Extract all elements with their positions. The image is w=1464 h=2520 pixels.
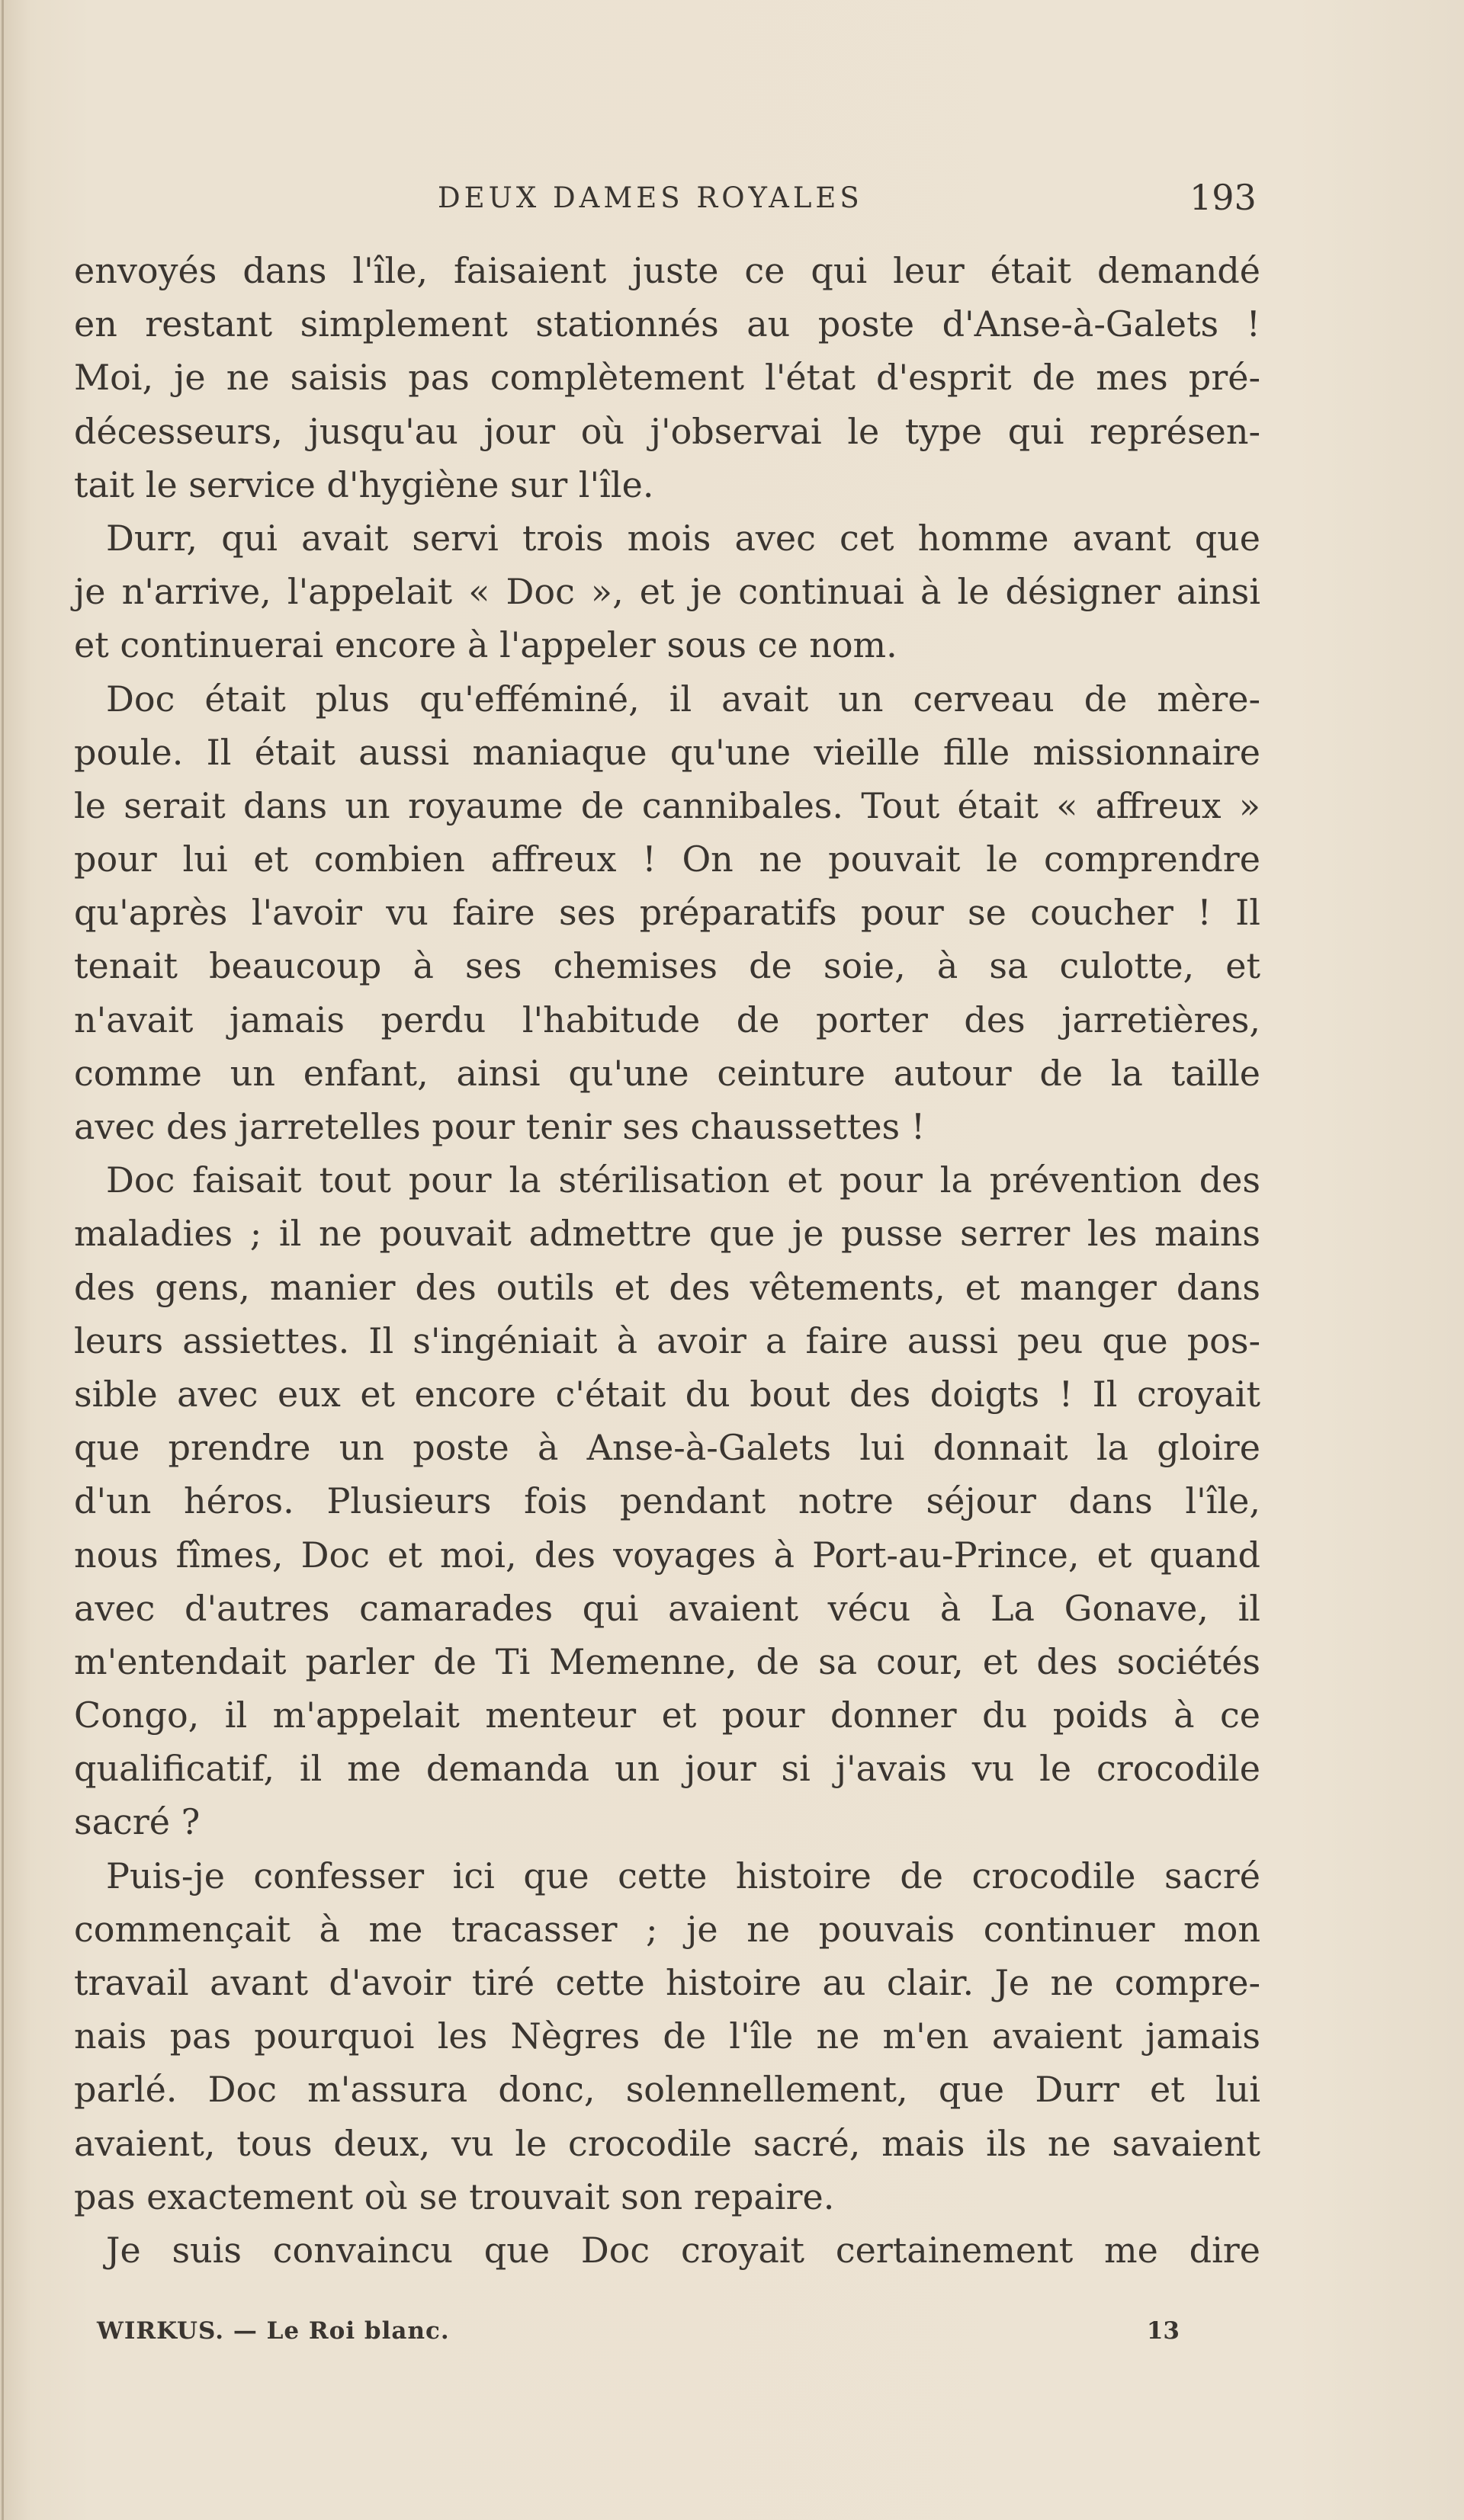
text-line: Puis-je confesser ici que cette histoire de crocodile sacré: [106, 1855, 1260, 1896]
text-line: des gens, manier des outils et des vêtements, et manger dans: [74, 1266, 1260, 1308]
page-edge: [2, 0, 4, 2520]
signature-mark: 13: [1146, 2317, 1180, 2345]
text-line: commençait à me tracasser ; je ne pouvais continuer mon: [74, 1908, 1260, 1950]
text-line: pas exactement où se trouvait son repaire.: [74, 2175, 835, 2217]
text-line: nais pas pourquoi les Nègres de l'île ne m'en avaient jamais: [74, 2015, 1260, 2057]
text-line: sible avec eux et encore c'était du bout des doigts ! Il croyait: [74, 1373, 1260, 1415]
text-line: sacré ?: [74, 1801, 201, 1843]
text-line: avec des jarretelles pour tenir ses chaussettes !: [74, 1106, 926, 1147]
text-line: tait le service d'hygiène sur l'île.: [74, 463, 654, 505]
text-line: Je suis convaincu que Doc croyait certainement me dire: [106, 2229, 1260, 2271]
text-line: Moi, je ne saisis pas complètement l'état d'esprit de mes pré-: [74, 357, 1260, 399]
page-footer: [97, 2317, 1180, 2363]
text-line: leurs assiettes. Il s'ingéniait à avoir a faire aussi peu que pos-: [74, 1319, 1260, 1361]
text-line: maladies ; il ne pouvait admettre que je pusse serrer les mains: [74, 1213, 1260, 1255]
text-line: tenait beaucoup à ses chemises de soie, à sa culotte, et: [74, 945, 1260, 987]
body-text: [74, 244, 1260, 2277]
text-line: envoyés dans l'île, faisaient juste ce qui leur était demandé: [74, 250, 1260, 291]
text-line: en restant simplement stationnés au poste d'Anse-à-Galets !: [74, 303, 1260, 345]
text-line: Congo, il m'appelait menteur et pour donner du poids à ce: [74, 1694, 1260, 1736]
text-line: m'entendait parler de Ti Memenne, de sa cour, et des sociétés: [74, 1640, 1260, 1682]
text-line: poule. Il était aussi maniaque qu'une vieille fille missionnaire: [74, 731, 1260, 773]
footer-author-title: WIRKUS. — Le Roi blanc.: [97, 2317, 450, 2345]
text-line: pour lui et combien affreux ! On ne pouvait le comprendre: [74, 838, 1260, 880]
running-head: [0, 177, 1464, 227]
text-line: avec d'autres camarades qui avaient vécu à La Gonave, il: [74, 1587, 1260, 1629]
text-line: travail avant d'avoir tiré cette histoire au clair. Je ne compre-: [74, 1962, 1260, 2003]
text-line: décesseurs, jusqu'au jour où j'observai le type qui représen-: [74, 410, 1260, 452]
text-line: et continuerai encore à l'appeler sous ce nom.: [74, 624, 897, 666]
text-line: je n'arrive, l'appelait « Doc », et je continuai à le désigner ainsi: [74, 571, 1260, 613]
text-line: avaient, tous deux, vu le crocodile sacré, mais ils ne savaient: [74, 2122, 1260, 2164]
text-line: nous fîmes, Doc et moi, des voyages à Port-au-Prince, et quand: [74, 1534, 1260, 1576]
text-line: le serait dans un royaume de cannibales. Tout était « affreux »: [74, 784, 1260, 826]
text-line: qu'après l'avoir vu faire ses préparatifs pour se coucher ! Il: [74, 892, 1260, 934]
page-number: 193: [1190, 177, 1257, 218]
text-line: comme un enfant, ainsi qu'une ceinture autour de la taille: [74, 1052, 1260, 1094]
text-line: que prendre un poste à Anse-à-Galets lui donnait la gloire: [74, 1427, 1260, 1469]
text-line: n'avait jamais perdu l'habitude de porter des jarretières,: [74, 999, 1260, 1040]
text-line: Doc faisait tout pour la stérilisation et pour la prévention des: [106, 1159, 1260, 1201]
text-line: Doc était plus qu'efféminé, il avait un cerveau de mère-: [106, 678, 1260, 720]
text-line: Durr, qui avait servi trois mois avec cet homme avant que: [106, 517, 1260, 559]
text-line: d'un héros. Plusieurs fois pendant notre séjour dans l'île,: [74, 1480, 1260, 1522]
text-line: qualificatif, il me demanda un jour si j'avais vu le crocodile: [74, 1748, 1260, 1790]
running-head-title: DEUX DAMES ROYALES: [438, 181, 863, 214]
text-line: parlé. Doc m'assura donc, solennellement, que Durr et lui: [74, 2069, 1260, 2111]
